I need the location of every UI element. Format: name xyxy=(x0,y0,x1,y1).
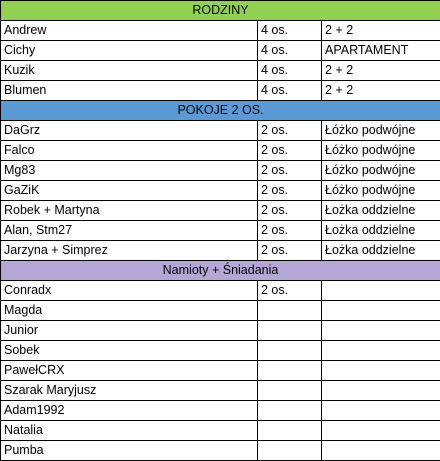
guest-name-cell[interactable]: Alan, Stm27 xyxy=(1,221,258,241)
people-count-cell[interactable]: 2 os. xyxy=(258,141,322,161)
room-type-cell[interactable]: 2 + 2 xyxy=(322,81,440,101)
people-count-cell[interactable]: 2 os. xyxy=(258,241,322,261)
people-count-cell[interactable] xyxy=(258,361,322,381)
guest-name-cell[interactable]: Sobek xyxy=(1,341,258,361)
people-count-cell[interactable]: 2 os. xyxy=(258,201,322,221)
guest-name-cell[interactable]: GaZiK xyxy=(1,181,258,201)
table-row xyxy=(1,421,440,441)
people-count-cell[interactable]: 2 os. xyxy=(258,121,322,141)
room-type-cell[interactable]: Łóżko podwójne xyxy=(322,141,440,161)
table-row xyxy=(1,21,440,41)
room-type-cell[interactable]: Łóżko podwójne xyxy=(322,121,440,141)
people-count-cell[interactable] xyxy=(258,441,322,461)
guest-name-cell[interactable]: Kuzik xyxy=(1,61,258,81)
table-row xyxy=(1,181,440,201)
section-title[interactable]: RODZINY xyxy=(1,1,440,21)
guest-name-cell[interactable]: Conradx xyxy=(1,281,258,301)
guest-name-cell[interactable]: Junior xyxy=(1,321,258,341)
guest-name-cell[interactable]: DaGrz xyxy=(1,121,258,141)
table-row xyxy=(1,401,440,421)
section-header-rodziny xyxy=(1,1,440,21)
guest-name-cell[interactable]: Andrew xyxy=(1,21,258,41)
room-type-cell[interactable]: Łóżko podwójne xyxy=(322,161,440,181)
table-row xyxy=(1,121,440,141)
room-type-cell[interactable] xyxy=(322,441,440,461)
room-type-cell[interactable] xyxy=(322,301,440,321)
table-row xyxy=(1,321,440,341)
table-row xyxy=(1,41,440,61)
guest-name-cell[interactable]: Robek + Martyna xyxy=(1,201,258,221)
people-count-cell[interactable] xyxy=(258,321,322,341)
room-type-cell[interactable] xyxy=(322,381,440,401)
room-type-cell[interactable]: Łożka oddzielne xyxy=(322,201,440,221)
guest-name-cell[interactable]: Falco xyxy=(1,141,258,161)
guest-name-cell[interactable]: Magda xyxy=(1,301,258,321)
table-row xyxy=(1,381,440,401)
guest-name-cell[interactable]: Adam1992 xyxy=(1,401,258,421)
table-row xyxy=(1,341,440,361)
room-type-cell[interactable] xyxy=(322,401,440,421)
room-type-cell[interactable] xyxy=(322,341,440,361)
table-row xyxy=(1,81,440,101)
section-header-pokoje xyxy=(1,101,440,121)
table-row xyxy=(1,361,440,381)
guest-name-cell[interactable]: Natalia xyxy=(1,421,258,441)
people-count-cell[interactable]: 2 os. xyxy=(258,281,322,301)
people-count-cell[interactable]: 4 os. xyxy=(258,81,322,101)
room-type-cell[interactable]: Łożka oddzielne xyxy=(322,221,440,241)
guest-name-cell[interactable]: PawełCRX xyxy=(1,361,258,381)
guest-name-cell[interactable]: Mg83 xyxy=(1,161,258,181)
room-type-cell[interactable] xyxy=(322,421,440,441)
people-count-cell[interactable]: 4 os. xyxy=(258,41,322,61)
table-row xyxy=(1,141,440,161)
people-count-cell[interactable]: 2 os. xyxy=(258,221,322,241)
table-row xyxy=(1,441,440,461)
people-count-cell[interactable]: 4 os. xyxy=(258,61,322,81)
people-count-cell[interactable] xyxy=(258,401,322,421)
room-type-cell[interactable]: 2 + 2 xyxy=(322,21,440,41)
table-row xyxy=(1,241,440,261)
people-count-cell[interactable]: 2 os. xyxy=(258,181,322,201)
guest-name-cell[interactable]: Blumen xyxy=(1,81,258,101)
room-type-cell[interactable]: Łożka oddzielne xyxy=(322,241,440,261)
guest-name-cell[interactable]: Szarak Maryjusz xyxy=(1,381,258,401)
people-count-cell[interactable]: 4 os. xyxy=(258,21,322,41)
room-type-cell[interactable] xyxy=(322,281,440,301)
people-count-cell[interactable] xyxy=(258,301,322,321)
guest-name-cell[interactable]: Cichy xyxy=(1,41,258,61)
table-row xyxy=(1,201,440,221)
section-title[interactable]: Namioty + Śniadania xyxy=(1,261,440,281)
room-type-cell[interactable]: Łóżko podwójne xyxy=(322,181,440,201)
people-count-cell[interactable] xyxy=(258,421,322,441)
table-row xyxy=(1,281,440,301)
guest-name-cell[interactable]: Pumba xyxy=(1,441,258,461)
table-row xyxy=(1,161,440,181)
section-title[interactable]: POKOJE 2 OS. xyxy=(1,101,440,121)
people-count-cell[interactable] xyxy=(258,381,322,401)
table-row xyxy=(1,221,440,241)
table-row xyxy=(1,301,440,321)
guest-name-cell[interactable]: Jarzyna + Simprez xyxy=(1,241,258,261)
table-row xyxy=(1,61,440,81)
room-type-cell[interactable]: APARTAMENT xyxy=(322,41,440,61)
room-type-cell[interactable] xyxy=(322,361,440,381)
room-type-cell[interactable] xyxy=(322,321,440,341)
people-count-cell[interactable] xyxy=(258,341,322,361)
room-type-cell[interactable]: 2 + 2 xyxy=(322,61,440,81)
people-count-cell[interactable]: 2 os. xyxy=(258,161,322,181)
section-header-namioty xyxy=(1,261,440,281)
